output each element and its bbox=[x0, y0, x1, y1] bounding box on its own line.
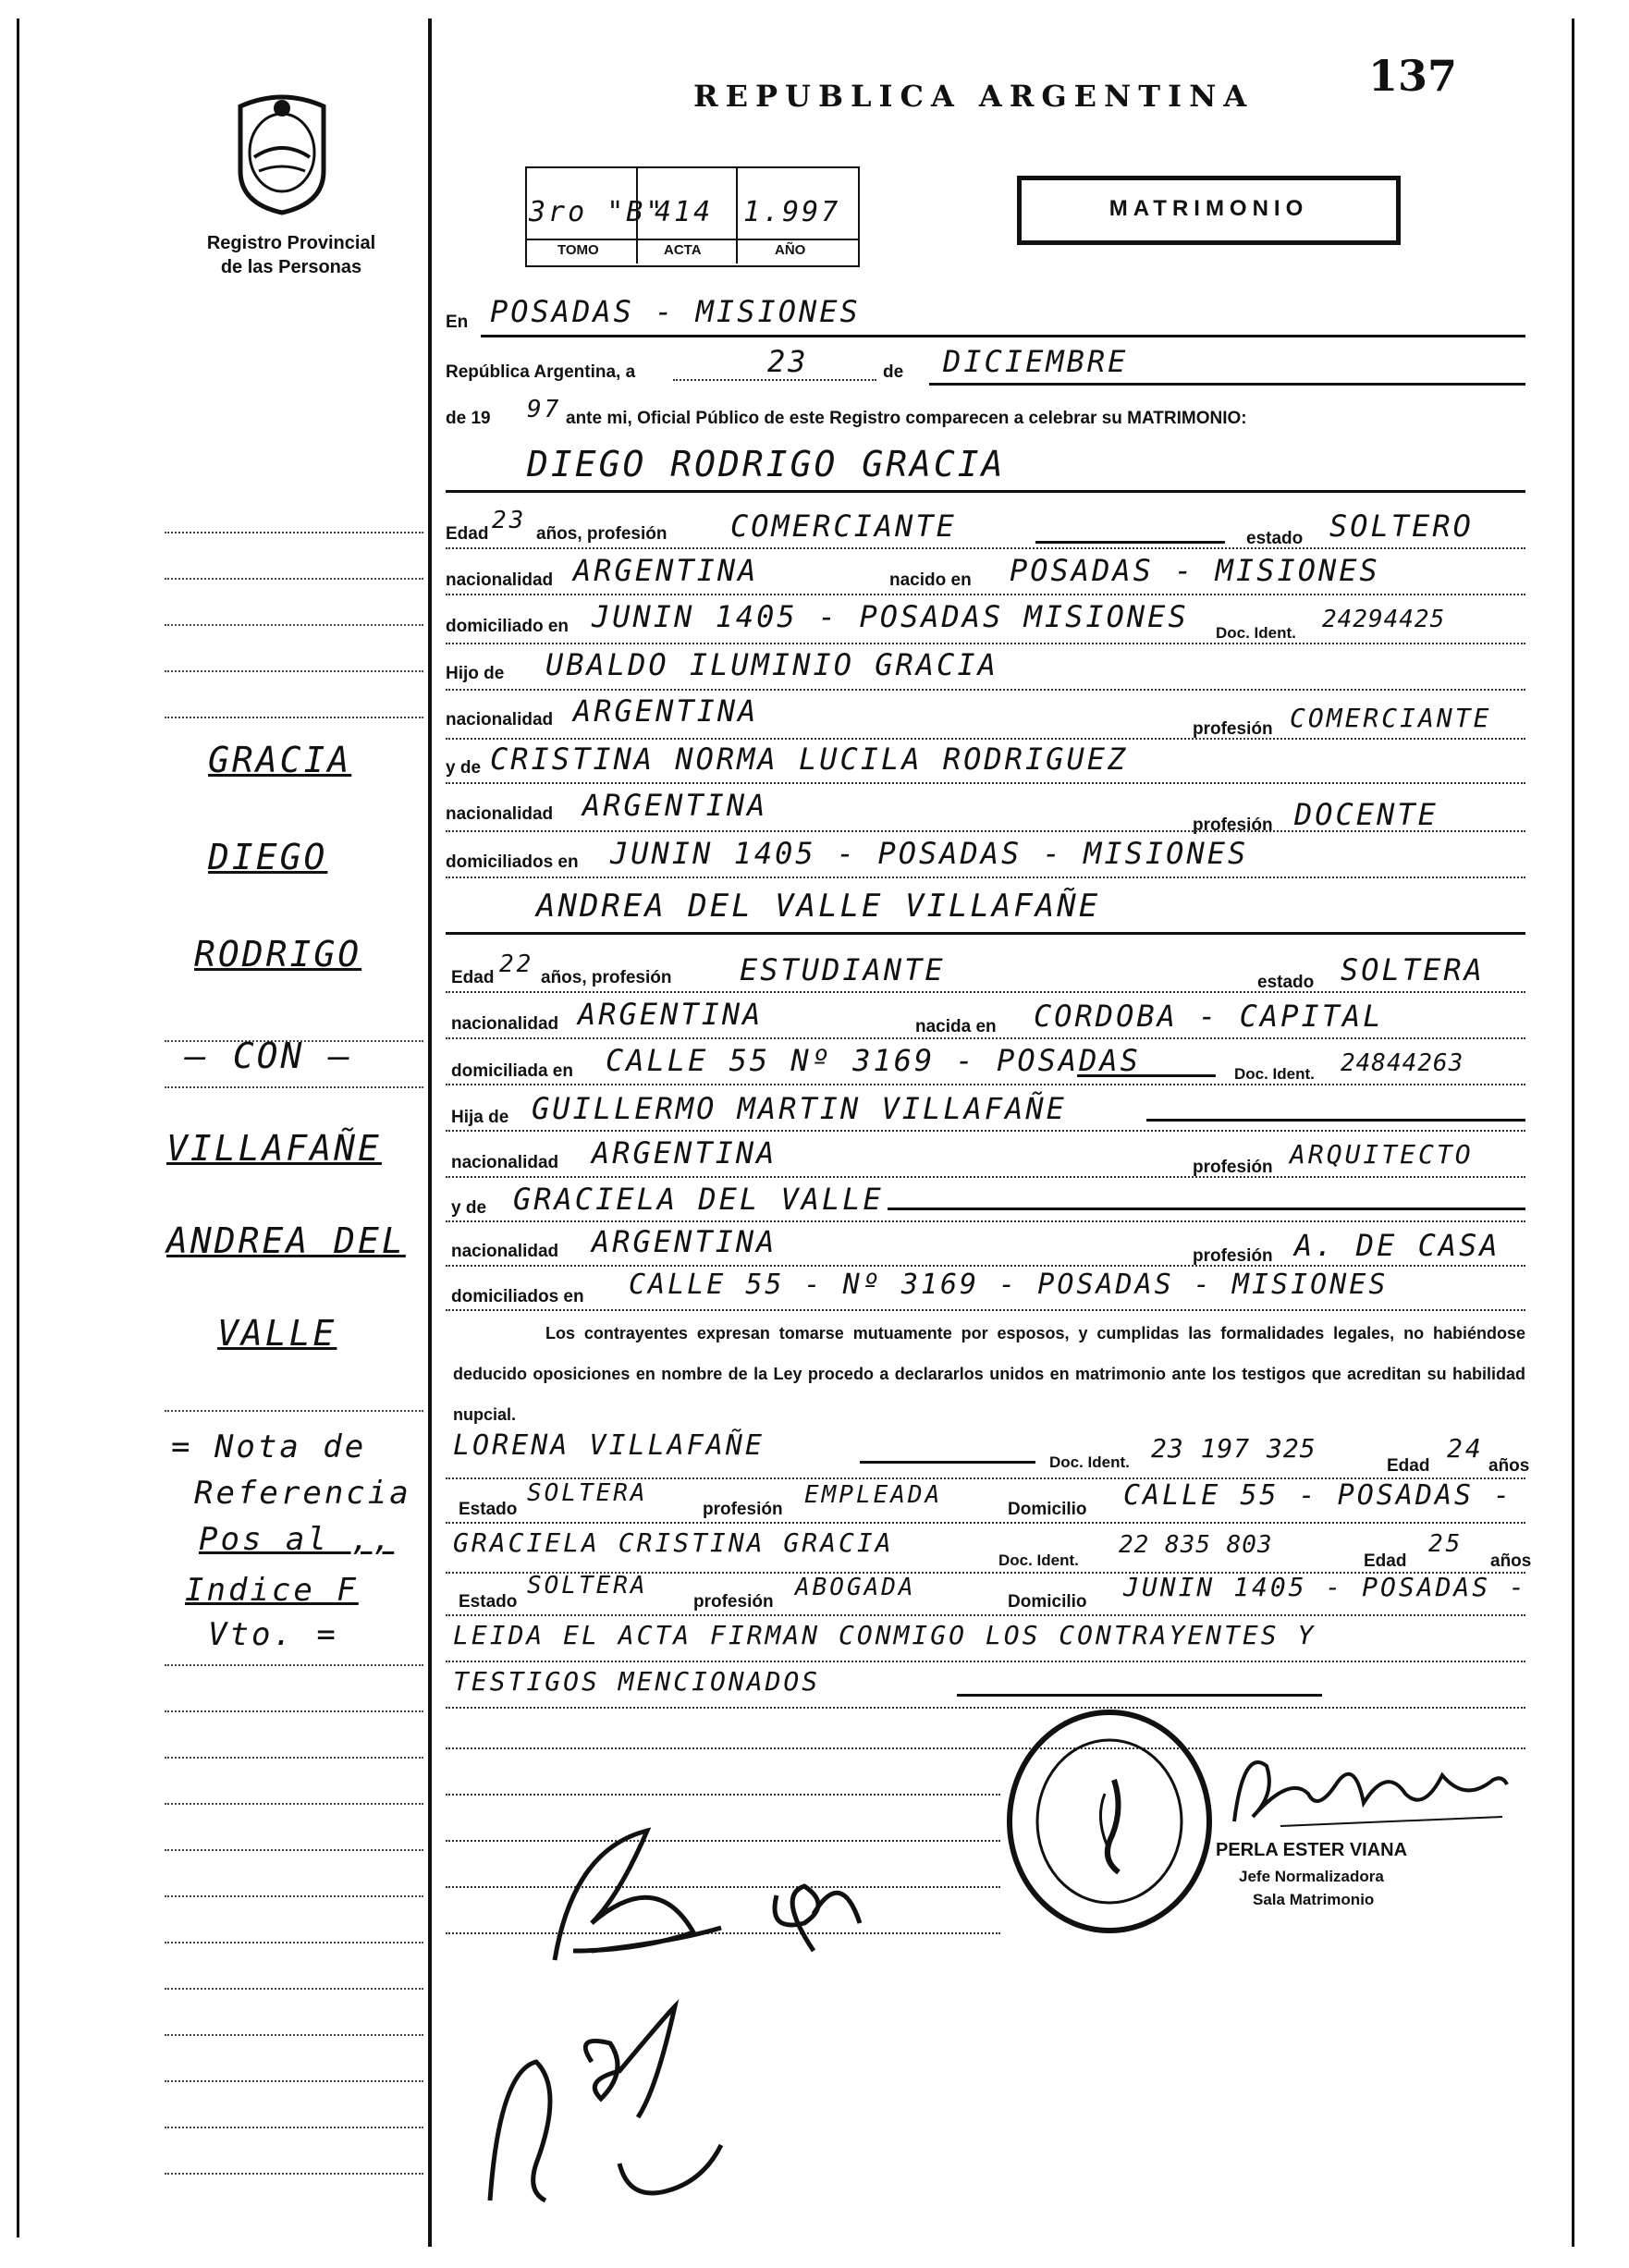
witness1-doc-label: Doc. Ident. bbox=[1049, 1453, 1130, 1471]
groom-address: JUNIN 1405 - POSADAS MISIONES bbox=[592, 599, 1189, 634]
witness2-profession: ABOGADA bbox=[795, 1574, 916, 1601]
groom-mother-prof: DOCENTE bbox=[1294, 797, 1439, 832]
groom-birthplace: POSADAS - MISIONES bbox=[1010, 553, 1380, 588]
groom-doc: 24294425 bbox=[1322, 606, 1446, 633]
bride-name: ANDREA DEL VALLE VILLAFAÑE bbox=[536, 888, 1101, 925]
witness2-name: GRACIELA CRISTINA GRACIA bbox=[453, 1527, 894, 1558]
groom-age: 23 bbox=[492, 507, 527, 534]
bride-address: CALLE 55 Nº 3169 - POSADAS bbox=[606, 1043, 1141, 1078]
witness1-age: 24 bbox=[1447, 1433, 1484, 1464]
bride-parents-address: CALLE 55 - Nº 3169 - POSADAS - MISIONES bbox=[629, 1269, 1389, 1301]
margin-index-first-name: DIEGO bbox=[208, 837, 328, 877]
bride-age: 22 bbox=[499, 950, 534, 978]
witness2-doc: 22 835 803 bbox=[1119, 1531, 1273, 1559]
right-margin-rule bbox=[1572, 18, 1574, 2247]
groom-father-prof: COMERCIANTE bbox=[1290, 703, 1492, 733]
official-round-stamp bbox=[1003, 1706, 1216, 1937]
witness1-estado-label: Estado bbox=[459, 1500, 518, 1519]
bride-father: GUILLERMO MARTIN VILLAFAÑE bbox=[532, 1091, 1067, 1126]
groom-nac-label: nacionalidad bbox=[446, 570, 554, 590]
groom-mother-nac: ARGENTINA bbox=[582, 788, 768, 823]
groom-profession: COMERCIANTE bbox=[730, 509, 957, 544]
bride-father-nac-label: nacionalidad bbox=[451, 1153, 559, 1172]
bride-hija-label: Hija de bbox=[451, 1108, 509, 1127]
witness1-name: LORENA VILLAFAÑE bbox=[453, 1429, 765, 1462]
bride-father-prof: ARQUITECTO bbox=[1290, 1139, 1474, 1170]
registry-line2: de las Personas bbox=[220, 257, 362, 277]
witness2-age: 25 bbox=[1428, 1530, 1464, 1558]
bride-mother-nac-label: nacionalidad bbox=[451, 1242, 559, 1261]
witness2-anos-label: años bbox=[1490, 1551, 1532, 1571]
bride-born-label: nacida en bbox=[915, 1017, 997, 1036]
de-label: de bbox=[883, 362, 904, 382]
margin-note-line1: = Nota de bbox=[171, 1428, 367, 1465]
margin-index-bride-name2: VALLE bbox=[217, 1313, 337, 1354]
left-margin-rule bbox=[428, 18, 432, 2247]
margin-note-line3: Pos al ,, bbox=[199, 1521, 395, 1558]
bride-mother-nac: ARGENTINA bbox=[592, 1224, 778, 1259]
record-reference-box bbox=[525, 166, 856, 264]
groom-estado-label: estado bbox=[1246, 529, 1304, 548]
margin-index-second-name: RODRIGO bbox=[194, 934, 362, 975]
coat-of-arms-seal bbox=[222, 88, 342, 217]
acta-label: ACTA bbox=[664, 242, 702, 258]
closing-line2: TESTIGOS MENCIONADOS bbox=[453, 1666, 821, 1697]
closing-line1: LEIDA EL ACTA FIRMAN CONMIGO LOS CONTRAYENTES Y bbox=[453, 1620, 1317, 1650]
witness1-doc: 23 197 325 bbox=[1151, 1433, 1317, 1464]
groom-mother: CRISTINA NORMA LUCILA RODRIGUEZ bbox=[490, 742, 1129, 777]
margin-index-con: — CON — bbox=[185, 1036, 353, 1076]
groom-nationality: ARGENTINA bbox=[573, 553, 759, 588]
bride-dom-label: domiciliada en bbox=[451, 1061, 573, 1081]
groom-hijo-label: Hijo de bbox=[446, 664, 505, 683]
tomo-label: TOMO bbox=[557, 242, 599, 258]
groom-father-nac-label: nacionalidad bbox=[446, 710, 554, 729]
registry-line1: Registro Provincial bbox=[206, 233, 376, 253]
groom-parents-address: JUNIN 1405 - POSADAS - MISIONES bbox=[610, 836, 1249, 871]
groom-father-prof-label: profesión bbox=[1193, 719, 1273, 739]
bride-status: SOLTERA bbox=[1341, 952, 1485, 987]
margin-index-surname: GRACIA bbox=[208, 740, 352, 780]
groom-father-nac: ARGENTINA bbox=[573, 693, 759, 729]
matrimonio-title: MATRIMONIO bbox=[1108, 196, 1309, 221]
ano-label: AÑO bbox=[775, 242, 806, 258]
ano-value: 1.997 bbox=[743, 196, 841, 228]
acta-value: 414 bbox=[655, 196, 714, 228]
witness1-edad-label: Edad bbox=[1387, 1456, 1430, 1476]
bride-doms-label: domiciliados en bbox=[451, 1287, 584, 1306]
groom-status: SOLTERO bbox=[1329, 509, 1474, 544]
witness1-anos-label: años bbox=[1488, 1456, 1530, 1476]
bride-profession: ESTUDIANTE bbox=[740, 952, 946, 987]
matrimonio-box bbox=[1017, 176, 1401, 245]
place-value: POSADAS - MISIONES bbox=[490, 294, 861, 329]
witness1-status: SOLTERA bbox=[527, 1479, 648, 1507]
witness2-profesion-label: profesión bbox=[693, 1592, 774, 1612]
margin-index-bride-name: ANDREA DEL bbox=[166, 1220, 406, 1261]
page-number: 137 bbox=[1368, 51, 1458, 101]
witness1-profession: EMPLEADA bbox=[804, 1481, 943, 1509]
witness1-profesion-label: profesión bbox=[703, 1500, 783, 1519]
outer-left-rule bbox=[17, 18, 19, 2237]
witness2-edad-label: Edad bbox=[1364, 1551, 1407, 1571]
bride-estado-label: estado bbox=[1257, 973, 1315, 992]
en-label: En bbox=[446, 313, 469, 332]
witness2-doc-label: Doc. Ident. bbox=[998, 1551, 1079, 1569]
groom-doms-label: domiciliados en bbox=[446, 852, 579, 872]
official-title: Jefe Normalizadora bbox=[1239, 1868, 1384, 1885]
groom-mother-nac-label: nacionalidad bbox=[446, 804, 554, 824]
margin-note-line4: Indice F bbox=[185, 1572, 359, 1609]
bride-nac-label: nacionalidad bbox=[451, 1014, 559, 1034]
bride-birthplace: CORDOBA - CAPITAL bbox=[1034, 999, 1384, 1034]
year-suffix: 97 bbox=[527, 396, 562, 423]
witness2-domicilio-label: Domicilio bbox=[1008, 1592, 1087, 1612]
registry-name bbox=[180, 231, 402, 279]
bride-father-nac: ARGENTINA bbox=[592, 1135, 778, 1171]
groom-yde-label: y de bbox=[446, 758, 482, 778]
margin-index-bride-surname: VILLAFAÑE bbox=[166, 1128, 382, 1169]
official-name: PERLA ESTER VIANA bbox=[1216, 1840, 1408, 1860]
margin-note-line2: Referencia bbox=[194, 1475, 411, 1512]
groom-doc-label: Doc. Ident. bbox=[1216, 624, 1296, 642]
groom-anos-prof-label: años, profesión bbox=[536, 524, 668, 544]
groom-father: UBALDO ILUMINIO GRACIA bbox=[545, 647, 998, 682]
groom-mother-prof-label: profesión bbox=[1193, 815, 1273, 835]
bride-edad-label: Edad bbox=[451, 968, 495, 987]
groom-dom-label: domiciliado en bbox=[446, 617, 570, 636]
bride-mother: GRACIELA DEL VALLE bbox=[513, 1182, 884, 1217]
bride-doc: 24844263 bbox=[1341, 1049, 1464, 1077]
country-title: REPUBLICA ARGENTINA bbox=[693, 79, 1255, 114]
month-value: DICIEMBRE bbox=[943, 344, 1129, 379]
year-prefix: de 19 bbox=[446, 409, 491, 428]
witness2-estado-label: Estado bbox=[459, 1592, 518, 1612]
groom-name: DIEGO RODRIGO GRACIA bbox=[527, 444, 1006, 484]
witness1-domicilio-label: Domicilio bbox=[1008, 1500, 1087, 1519]
bride-anos-prof-label: años, profesión bbox=[541, 968, 672, 987]
bride-signature bbox=[481, 1979, 758, 2210]
bride-doc-label: Doc. Ident. bbox=[1234, 1065, 1315, 1083]
tomo-value: 3ro "B" bbox=[529, 196, 666, 228]
witness2-address: JUNIN 1405 - POSADAS - bbox=[1123, 1572, 1527, 1602]
bride-father-prof-label: profesión bbox=[1193, 1158, 1273, 1177]
bride-mother-prof: A. DE CASA bbox=[1294, 1228, 1500, 1263]
witness1-address: CALLE 55 - POSADAS - bbox=[1123, 1479, 1513, 1512]
declaration-text: Los contrayentes expresan tomarse mutuamente por esposos, y cumplidas las formalidades legales, no habiéndose deducido oposiciones en nombre de la Ley procedo a declararlos unidos en matrimonio ante los testigos que acreditan su habilidad nupcial. bbox=[453, 1324, 1525, 1424]
witness2-status: SOLTERA bbox=[527, 1572, 648, 1600]
margin-note-line5: Vto. = bbox=[208, 1616, 338, 1653]
day-value: 23 bbox=[767, 344, 809, 379]
republica-label: República Argentina, a bbox=[446, 362, 636, 382]
groom-edad-label: Edad bbox=[446, 524, 489, 544]
bride-mother-prof-label: profesión bbox=[1193, 1246, 1273, 1266]
official-signature bbox=[1225, 1738, 1521, 1840]
groom-born-label: nacido en bbox=[889, 570, 972, 590]
bride-yde-label: y de bbox=[451, 1198, 487, 1218]
groom-signature bbox=[536, 1812, 925, 1979]
appearance-text: ante mi, Oficial Público de este Registro comparecen a celebrar su MATRIMONIO: bbox=[566, 409, 1247, 428]
bride-nationality: ARGENTINA bbox=[578, 997, 764, 1032]
official-unit: Sala Matrimonio bbox=[1253, 1891, 1375, 1908]
